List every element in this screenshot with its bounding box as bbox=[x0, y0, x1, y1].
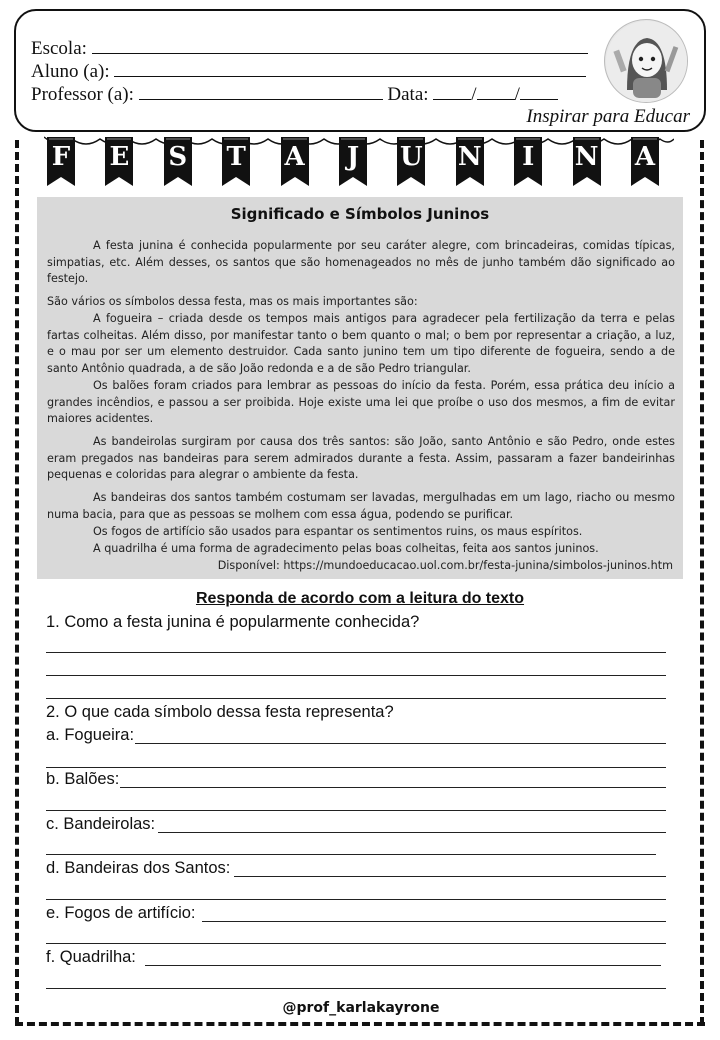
bunting-flag-letter: N bbox=[574, 142, 599, 172]
bunting-flag-letter: I bbox=[522, 142, 535, 172]
answer-line-bandeirolas[interactable] bbox=[158, 832, 666, 833]
question-2e-label: e. Fogos de artifício: bbox=[46, 904, 196, 922]
answer-line[interactable] bbox=[46, 899, 666, 900]
professor-field[interactable] bbox=[139, 84, 383, 100]
escola-label: Escola: bbox=[31, 38, 87, 59]
answer-line[interactable] bbox=[46, 652, 666, 653]
answer-line[interactable] bbox=[46, 675, 666, 676]
reading-paragraph-quadrilha: A quadrilha é uma forma de agradecimento pelas boas colheitas, feita aos santos juninos. bbox=[93, 542, 599, 555]
page-border-bottom bbox=[15, 1022, 705, 1026]
header-box bbox=[14, 9, 706, 132]
bunting-flag-letter: F bbox=[51, 142, 71, 172]
footer-handle: @prof_karlakayrone bbox=[282, 1000, 440, 1016]
bunting-flag bbox=[280, 137, 310, 187]
page-border-left bbox=[15, 140, 19, 1025]
reading-panel bbox=[37, 197, 683, 579]
answer-line-fogos[interactable] bbox=[202, 921, 666, 922]
aluno-label: Aluno (a): bbox=[31, 61, 110, 82]
bunting-flag bbox=[630, 137, 660, 187]
bunting-flag bbox=[572, 137, 602, 187]
answer-line[interactable] bbox=[46, 698, 666, 699]
question-2a-label: a. Fogueira: bbox=[46, 726, 135, 744]
bunting-flag-letter: N bbox=[457, 142, 482, 172]
data-label: Data: bbox=[387, 84, 429, 105]
answer-line-fogueira[interactable] bbox=[135, 743, 666, 744]
question-2b-label: b. Balões: bbox=[46, 770, 120, 788]
date-year-field[interactable] bbox=[520, 84, 558, 100]
bunting-flag bbox=[513, 137, 543, 187]
bunting-flag bbox=[163, 137, 193, 187]
page-border-right bbox=[700, 140, 704, 1025]
reading-paragraph-baloes: Os balões foram criados para lembrar as pessoas do início da festa. Porém, essa prática deu início a grandes incêndios, e passou a ser proibida. Hoje existe uma lei que proíbe o uso dos mesmos, a fim de evitar maiores acidentes. bbox=[47, 379, 675, 426]
professor-line bbox=[31, 84, 558, 106]
answer-line[interactable] bbox=[46, 767, 666, 768]
date-month-field[interactable] bbox=[477, 84, 515, 100]
date-separator: / bbox=[514, 84, 520, 105]
answer-line[interactable] bbox=[46, 943, 666, 944]
question-2f-label: f. Quadrilha: bbox=[46, 948, 136, 966]
reading-paragraph: A festa junina é conhecida popularmente por seu caráter alegre, com brincadeiras, comidas típicas, simpatias, etc. Além desses, os santos que são homenageados no mês de junho também dão significado ao festejo. bbox=[47, 239, 675, 286]
question-2d-label: d. Bandeiras dos Santos: bbox=[46, 859, 231, 877]
answer-line[interactable] bbox=[46, 988, 666, 989]
professor-label: Professor (a): bbox=[31, 84, 134, 105]
teacher-avatar-icon bbox=[604, 19, 688, 103]
reading-source: Disponível: https://mundoeducacao.uol.com.br/festa-junina/simbolos-juninos.htm bbox=[217, 559, 673, 572]
reading-paragraph-fogos: Os fogos de artifício são usados para espantar os sentimentos ruins, os maus espíritos. bbox=[93, 525, 583, 538]
slogan: Inspirar para Educar bbox=[526, 106, 690, 127]
bunting-flag-letter: A bbox=[634, 142, 656, 172]
question-2c-label: c. Bandeirolas: bbox=[46, 815, 156, 833]
aluno-line bbox=[31, 61, 586, 83]
reading-paragraph-fogueira: A fogueira – criada desde os tempos mais antigos para agradecer pela fertilização da terra e pelas fartas colheitas. Além disso, por manifestar tanto o bem quanto o mal; o bem por representar a criação, a luz, e o mau por ser um elemento destruidor. Cada santo junino tem um tipo diferente de fogueira, sendo a de santo Antônio quadrada, a de são João redonda e a de são Pedro triangular. bbox=[47, 312, 675, 375]
aluno-field[interactable] bbox=[114, 61, 586, 77]
reading-paragraph-bandeirolas: As bandeirolas surgiram por causa dos três santos: são João, santo Antônio e são Pedro, onde estes eram pregados nas bandeiras para serem admirados durante a festa. Assim, passaram a fazer bandeirinhas pequenas e coloridas para alegrar o ambiente da festa. bbox=[47, 435, 675, 482]
escola-line bbox=[31, 38, 588, 60]
bunting-flag bbox=[455, 137, 485, 187]
bunting-flag bbox=[46, 137, 76, 187]
bunting-flag-letter: S bbox=[168, 142, 188, 172]
answer-line-bandeiras[interactable] bbox=[234, 876, 666, 877]
questions-title: Responda de acordo com a leitura do texto bbox=[195, 590, 525, 607]
date-separator: / bbox=[471, 84, 477, 105]
answer-line[interactable] bbox=[46, 854, 656, 855]
date-day-field[interactable] bbox=[433, 84, 471, 100]
bunting-flag bbox=[221, 137, 251, 187]
escola-field[interactable] bbox=[92, 38, 588, 54]
bunting-flag-letter: J bbox=[346, 142, 360, 172]
reading-paragraph: São vários os símbolos dessa festa, mas os mais importantes são: bbox=[47, 295, 418, 308]
reading-title: Significado e Símbolos Juninos bbox=[230, 205, 490, 223]
bunting-flag-letter: T bbox=[226, 142, 246, 172]
question-1: 1. Como a festa junina é popularmente conhecida? bbox=[46, 613, 420, 631]
bunting-flag-letter: A bbox=[284, 142, 305, 172]
bunting-flag-letter: U bbox=[400, 142, 423, 172]
bunting-flag bbox=[104, 137, 134, 187]
question-2: 2. O que cada símbolo dessa festa representa? bbox=[46, 703, 394, 721]
answer-line[interactable] bbox=[46, 810, 666, 811]
bunting-flag bbox=[338, 137, 368, 187]
answer-line-quadrilha[interactable] bbox=[145, 965, 661, 966]
reading-paragraph-bandeiras: As bandeiras dos santos também costumam ser lavadas, mergulhadas em um lago, riacho ou mesmo numa bacia, para que as pessoas se molhem com essa água, podendo se purificar. bbox=[47, 491, 675, 521]
bunting-flag-letter: E bbox=[109, 142, 130, 172]
answer-line-baloes[interactable] bbox=[120, 787, 666, 788]
bunting-flag bbox=[396, 137, 426, 187]
